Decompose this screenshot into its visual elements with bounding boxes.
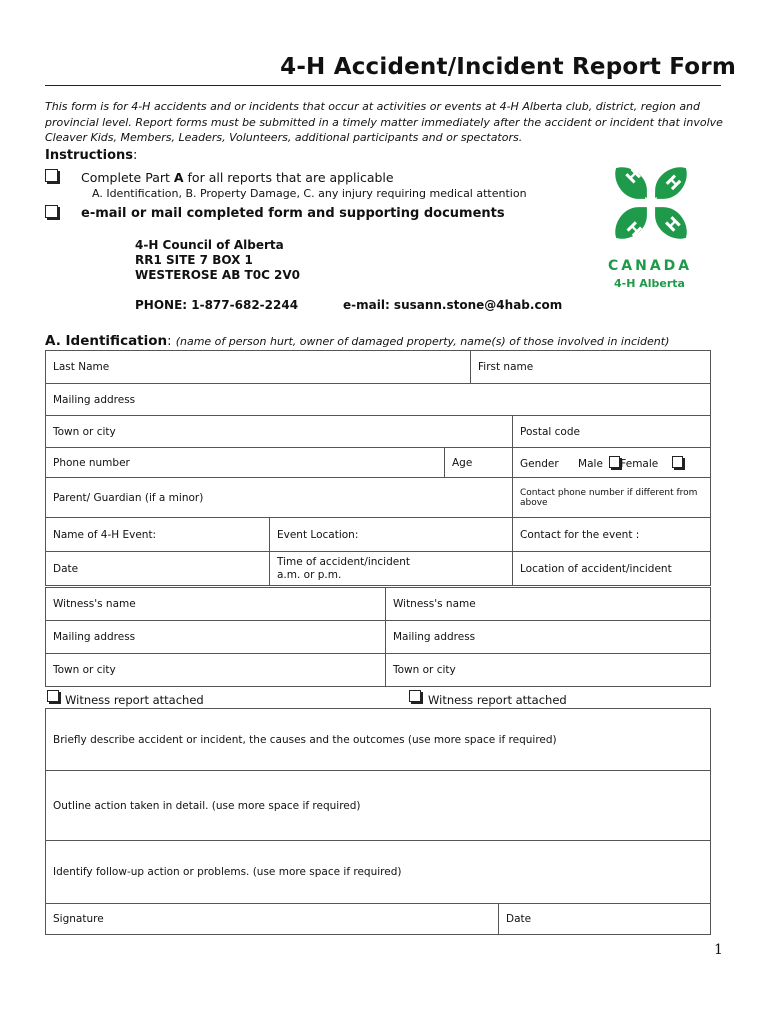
female-label: Female <box>620 457 659 470</box>
male-checkbox[interactable] <box>609 456 620 468</box>
instruction-1-bold: A <box>173 170 184 185</box>
instruction-2-checkbox[interactable] <box>45 205 58 218</box>
row-witness-mail <box>46 621 711 654</box>
svg-text:H: H <box>661 212 685 236</box>
section-a-heading <box>45 333 669 349</box>
row-action <box>46 771 711 841</box>
page-number: 1 <box>714 942 723 958</box>
date-field[interactable]: Date <box>46 552 270 586</box>
mailing-address-field[interactable]: Mailing address <box>46 384 711 416</box>
witness-1-report-label: Witness report attached <box>65 693 204 707</box>
row-phone <box>46 448 711 478</box>
row-date <box>46 552 711 586</box>
logo-country: CANADA <box>608 258 693 274</box>
time-label-2: a.m. or p.m. <box>277 568 342 581</box>
instruction-1-post: for all reports that are applicable <box>183 170 394 185</box>
row-followup <box>46 841 711 904</box>
postal-code-field[interactable]: Postal code <box>513 416 711 448</box>
event-contact-field[interactable]: Contact for the event : <box>513 518 711 552</box>
gender-label: Gender <box>520 457 559 470</box>
witness-2-report-checkbox[interactable] <box>409 690 421 702</box>
row-event <box>46 518 711 552</box>
signature-date-field[interactable]: Date <box>499 904 711 935</box>
instruction-2: e-mail or mail completed form and supporting documents <box>81 206 505 221</box>
first-name-field[interactable]: First name <box>471 351 711 384</box>
identification-table <box>45 350 711 586</box>
witness-1-report-checkbox[interactable] <box>47 690 59 702</box>
town-field[interactable]: Town or city <box>46 416 513 448</box>
describe-field[interactable]: Briefly describe accident or incident, the causes and the outcomes (use more space if required) <box>46 709 711 771</box>
logo-province: 4-H Alberta <box>614 277 685 290</box>
intro-text: This form is for 4-H accidents and or incidents that occur at activities or events at 4-H Alberta club, district, region and provincial level. Report forms must be submitted in a timely matter immediately after the accident or incident that involve Cleaver Kids, Members, Leaders, Volunteers, additional participants and or spectators. <box>45 100 723 144</box>
row-signature <box>46 904 711 935</box>
form-title: 4-H Accident/Incident Report Form <box>280 54 736 80</box>
last-name-field[interactable]: Last Name <box>46 351 471 384</box>
instructions-heading-text: Instructions <box>45 148 134 163</box>
row-guardian <box>46 478 711 518</box>
witness-1-mail-field[interactable]: Mailing address <box>46 621 386 654</box>
instruction-1-sub: A. Identification, B. Property Damage, C. any injury requiring medical attention <box>92 187 527 200</box>
witness-2-name-field[interactable]: Witness's name <box>386 588 711 621</box>
row-witness-name <box>46 588 711 621</box>
instructions-colon: : <box>133 148 138 163</box>
witness-1-town-field[interactable]: Town or city <box>46 654 386 687</box>
instruction-1-pre: Complete Part <box>81 170 174 185</box>
location-field[interactable]: Location of accident/incident <box>513 552 711 586</box>
phone-field[interactable]: Phone number <box>46 448 445 478</box>
description-table <box>45 708 711 935</box>
witness-2-mail-field[interactable]: Mailing address <box>386 621 711 654</box>
row-witness-town <box>46 654 711 687</box>
signature-field[interactable]: Signature <box>46 904 499 935</box>
title-rule <box>45 85 721 86</box>
row-mailing <box>46 384 711 416</box>
svg-text:H: H <box>661 171 685 195</box>
time-field[interactable] <box>270 552 513 586</box>
phone-line: PHONE: 1-877-682-2244 <box>135 298 299 312</box>
time-label-1: Time of accident/incident <box>277 555 410 568</box>
row-name <box>46 351 711 384</box>
section-a-note: (name of person hurt, owner of damaged property, name(s) of those involved in incident) <box>175 335 670 348</box>
svg-text:H: H <box>622 217 646 241</box>
witness-2-town-field[interactable]: Town or city <box>386 654 711 687</box>
instruction-1 <box>81 170 394 185</box>
male-label: Male <box>578 457 603 470</box>
gender-field <box>513 448 711 478</box>
section-a-label: A. Identification <box>45 333 168 349</box>
row-describe <box>46 709 711 771</box>
female-checkbox[interactable] <box>672 456 683 468</box>
address-line-1: 4-H Council of Alberta <box>135 238 284 252</box>
4h-canada-logo <box>598 150 704 296</box>
witness-2-report-label: Witness report attached <box>428 693 567 707</box>
event-location-field[interactable]: Event Location: <box>270 518 513 552</box>
svg-text:H: H <box>621 164 645 188</box>
witness-1-name-field[interactable]: Witness's name <box>46 588 386 621</box>
instruction-1-checkbox[interactable] <box>45 169 58 182</box>
instructions-heading <box>45 148 137 163</box>
row-town <box>46 416 711 448</box>
action-field[interactable]: Outline action taken in detail. (use more space if required) <box>46 771 711 841</box>
guardian-field[interactable]: Parent/ Guardian (if a minor) <box>46 478 513 518</box>
section-a-colon: : <box>167 334 172 349</box>
email-line: e-mail: susann.stone@4hab.com <box>343 298 563 312</box>
followup-field[interactable]: Identify follow-up action or problems. (use more space if required) <box>46 841 711 904</box>
witness-table <box>45 587 711 687</box>
address-line-2: RR1 SITE 7 BOX 1 <box>135 253 253 267</box>
event-name-field[interactable]: Name of 4-H Event: <box>46 518 270 552</box>
contact-phone-field[interactable]: Contact phone number if different from above <box>513 478 711 518</box>
address-line-3: WESTEROSE AB T0C 2V0 <box>135 268 301 282</box>
age-field[interactable]: Age <box>445 448 513 478</box>
